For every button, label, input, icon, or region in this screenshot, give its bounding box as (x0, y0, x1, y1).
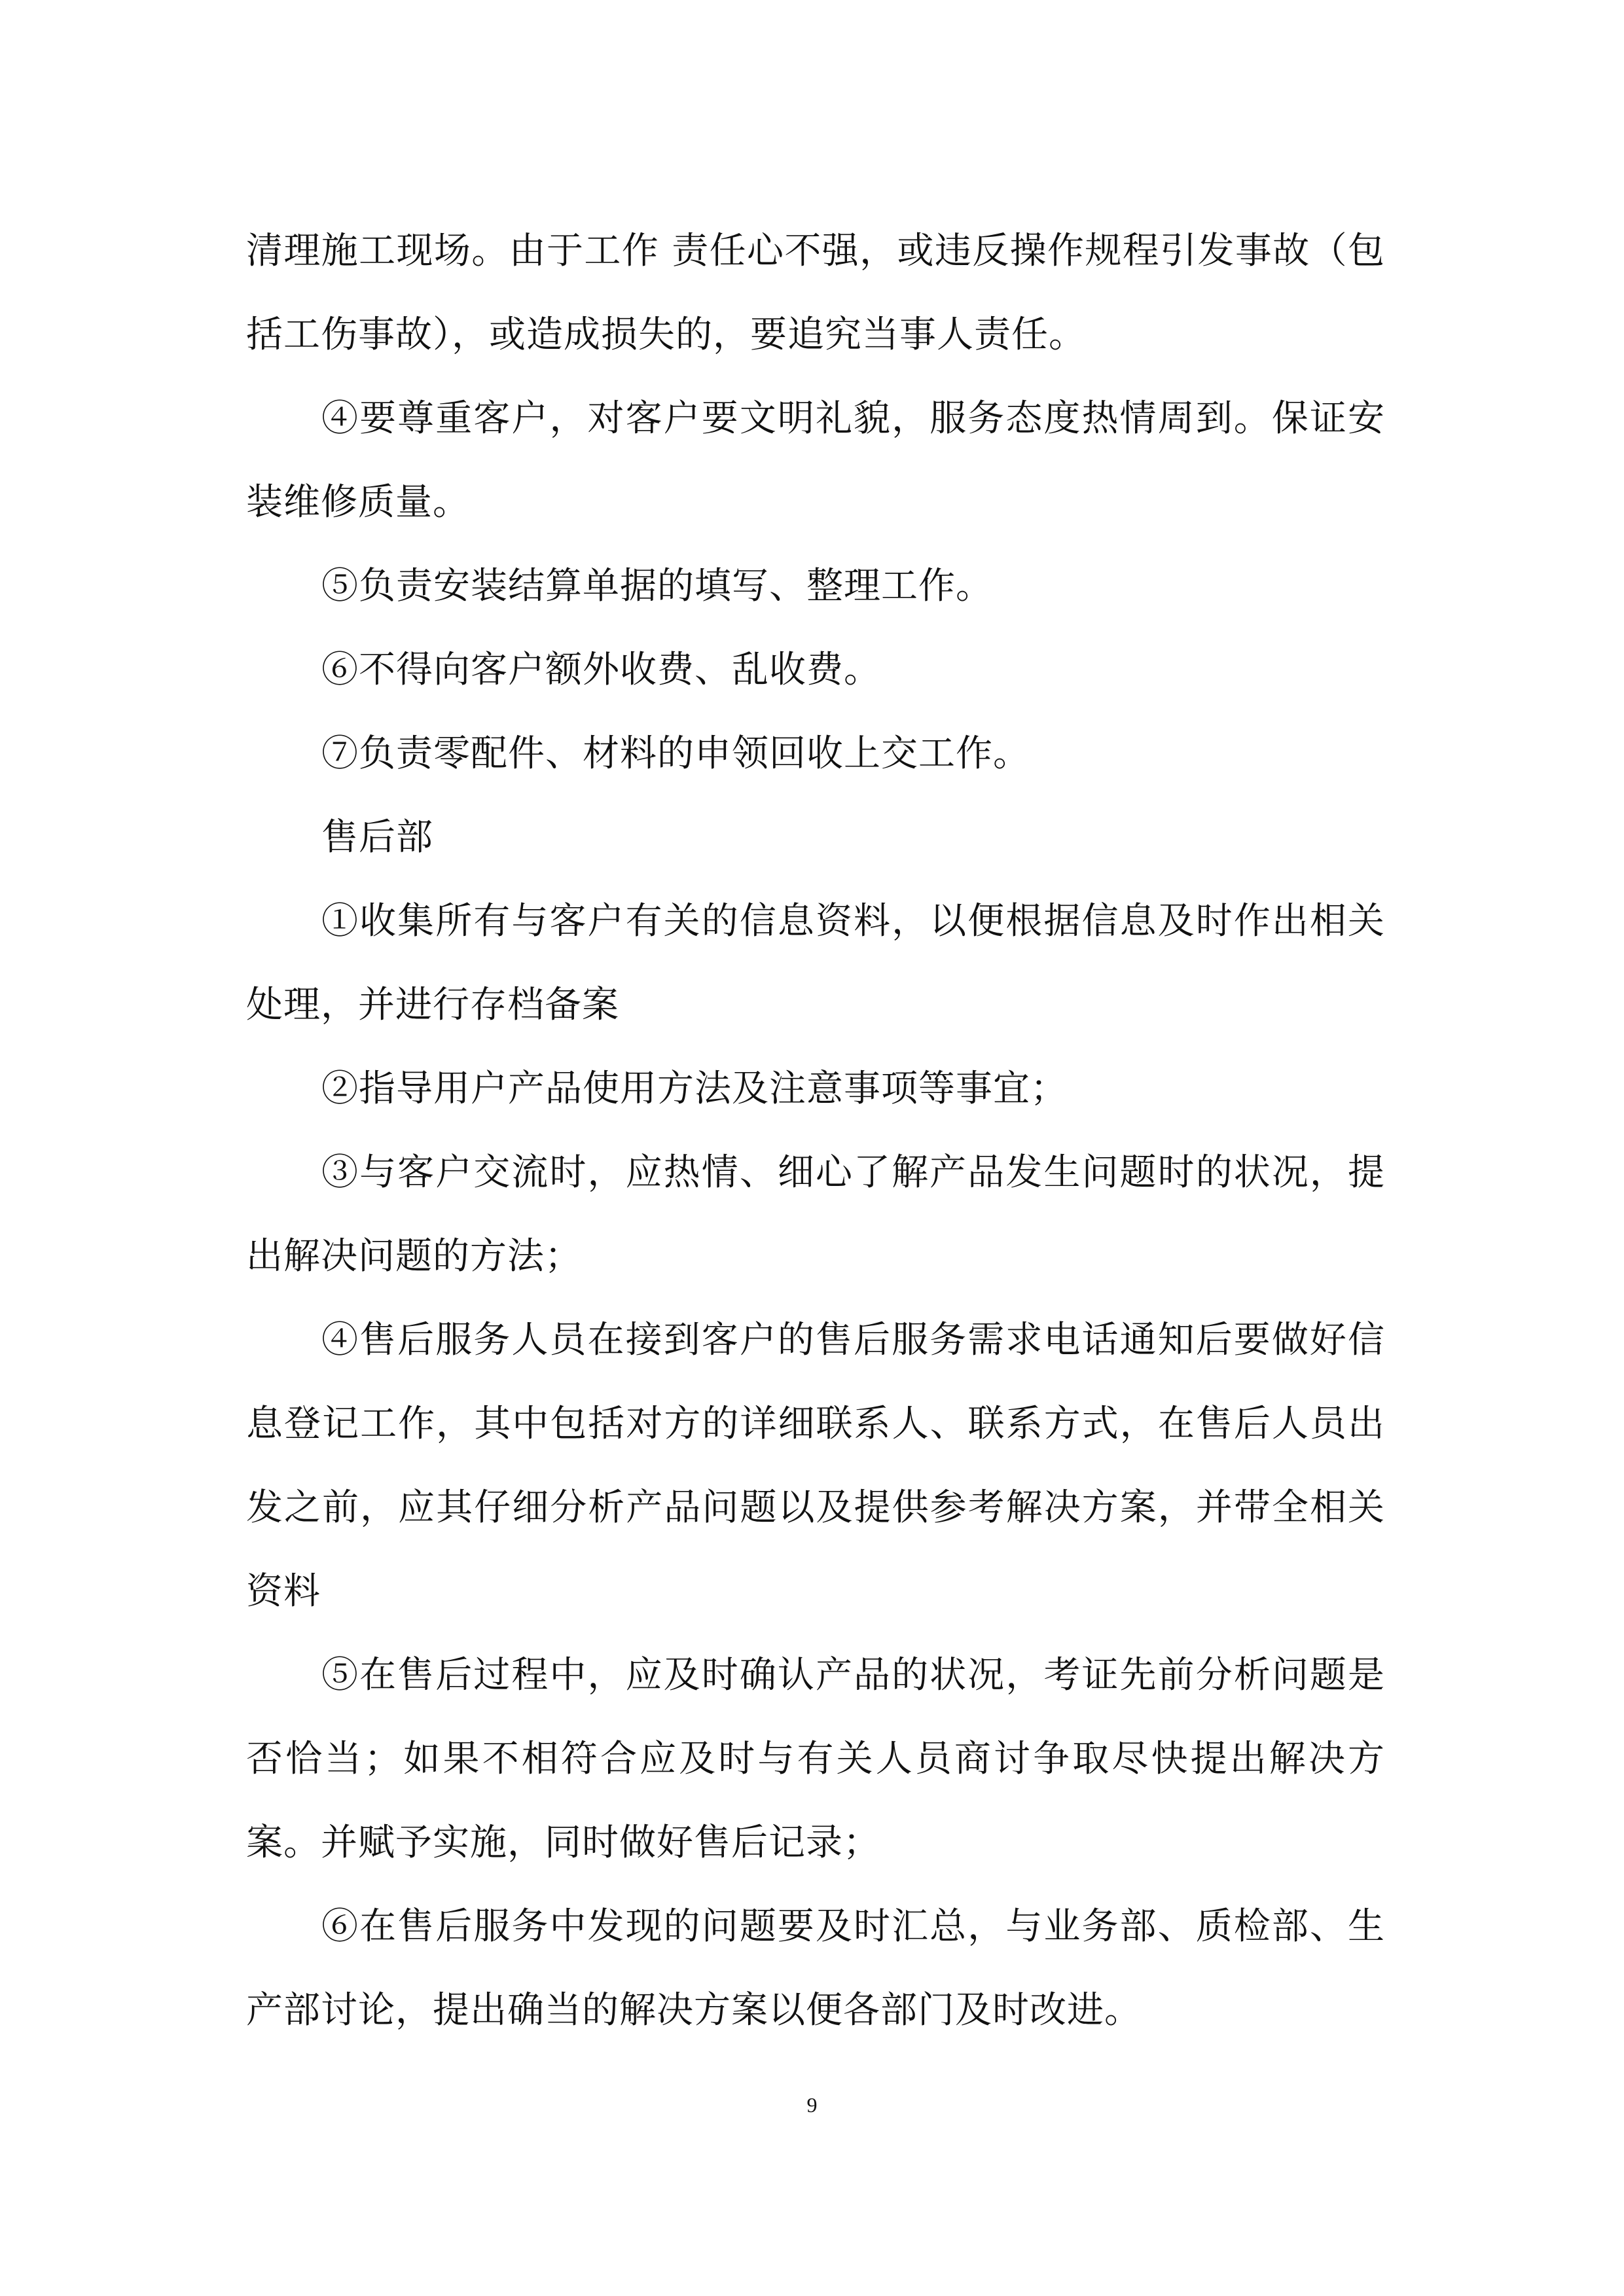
paragraph-after-sales-item-6: ⑥在售后服务中发现的问题要及时汇总，与业务部、质检部、生产部讨论，提出确当的解决方案以便各部门及时改进。 (246, 1905, 1385, 2032)
section-heading-after-sales: 售后部 (321, 816, 433, 859)
paragraph-after-sales-item-5: ⑤在售后过程中，应及时确认产品的状况，考证先前分析问题是否恰当；如果不相符合应及时与有关人员商讨争取尽快提出解决方案。并赋予实施，同时做好售后记录； (246, 1654, 1385, 1864)
page-number: 9 (806, 2093, 818, 2117)
paragraph-install-item-7: ⑦负责零配件、材料的申领回收上交工作。 (321, 732, 1030, 775)
paragraph-install-item-4: ④要尊重客户，对客户要文明礼貌，服务态度热情周到。保证安装维修质量。 (246, 397, 1385, 524)
paragraph-after-sales-item-2: ②指导用户产品使用方法及注意事项等事宜； (321, 1067, 1068, 1110)
paragraph-after-sales-item-1: ①收集所有与客户有关的信息资料，以便根据信息及时作出相关处理，并进行存档备案 (246, 900, 1385, 1026)
document-body (246, 209, 1385, 2053)
paragraph-install-item-6: ⑥不得向客户额外收费、乱收费。 (321, 649, 881, 691)
paragraph-install-item-5: ⑤负责安装结算单据的填写、整理工作。 (321, 565, 993, 607)
paragraph-after-sales-item-3: ③与客户交流时，应热情、细心了解产品发生问题时的状况，提出解决问题的方法； (246, 1151, 1385, 1278)
paragraph-continuation: 清理施工现场。由于工作 责任心不强，或违反操作规程引发事故（包括工伤事故），或造成损失的，要追究当事人责任。 (246, 230, 1385, 356)
paragraph-after-sales-item-4: ④售后服务人员在接到客户的售后服务需求电话通知后要做好信息登记工作，其中包括对方的详细联系人、联系方式，在售后人员出发之前，应其仔细分析产品问题以及提供参考解决方案，并带全相关资料 (246, 1319, 1385, 1613)
